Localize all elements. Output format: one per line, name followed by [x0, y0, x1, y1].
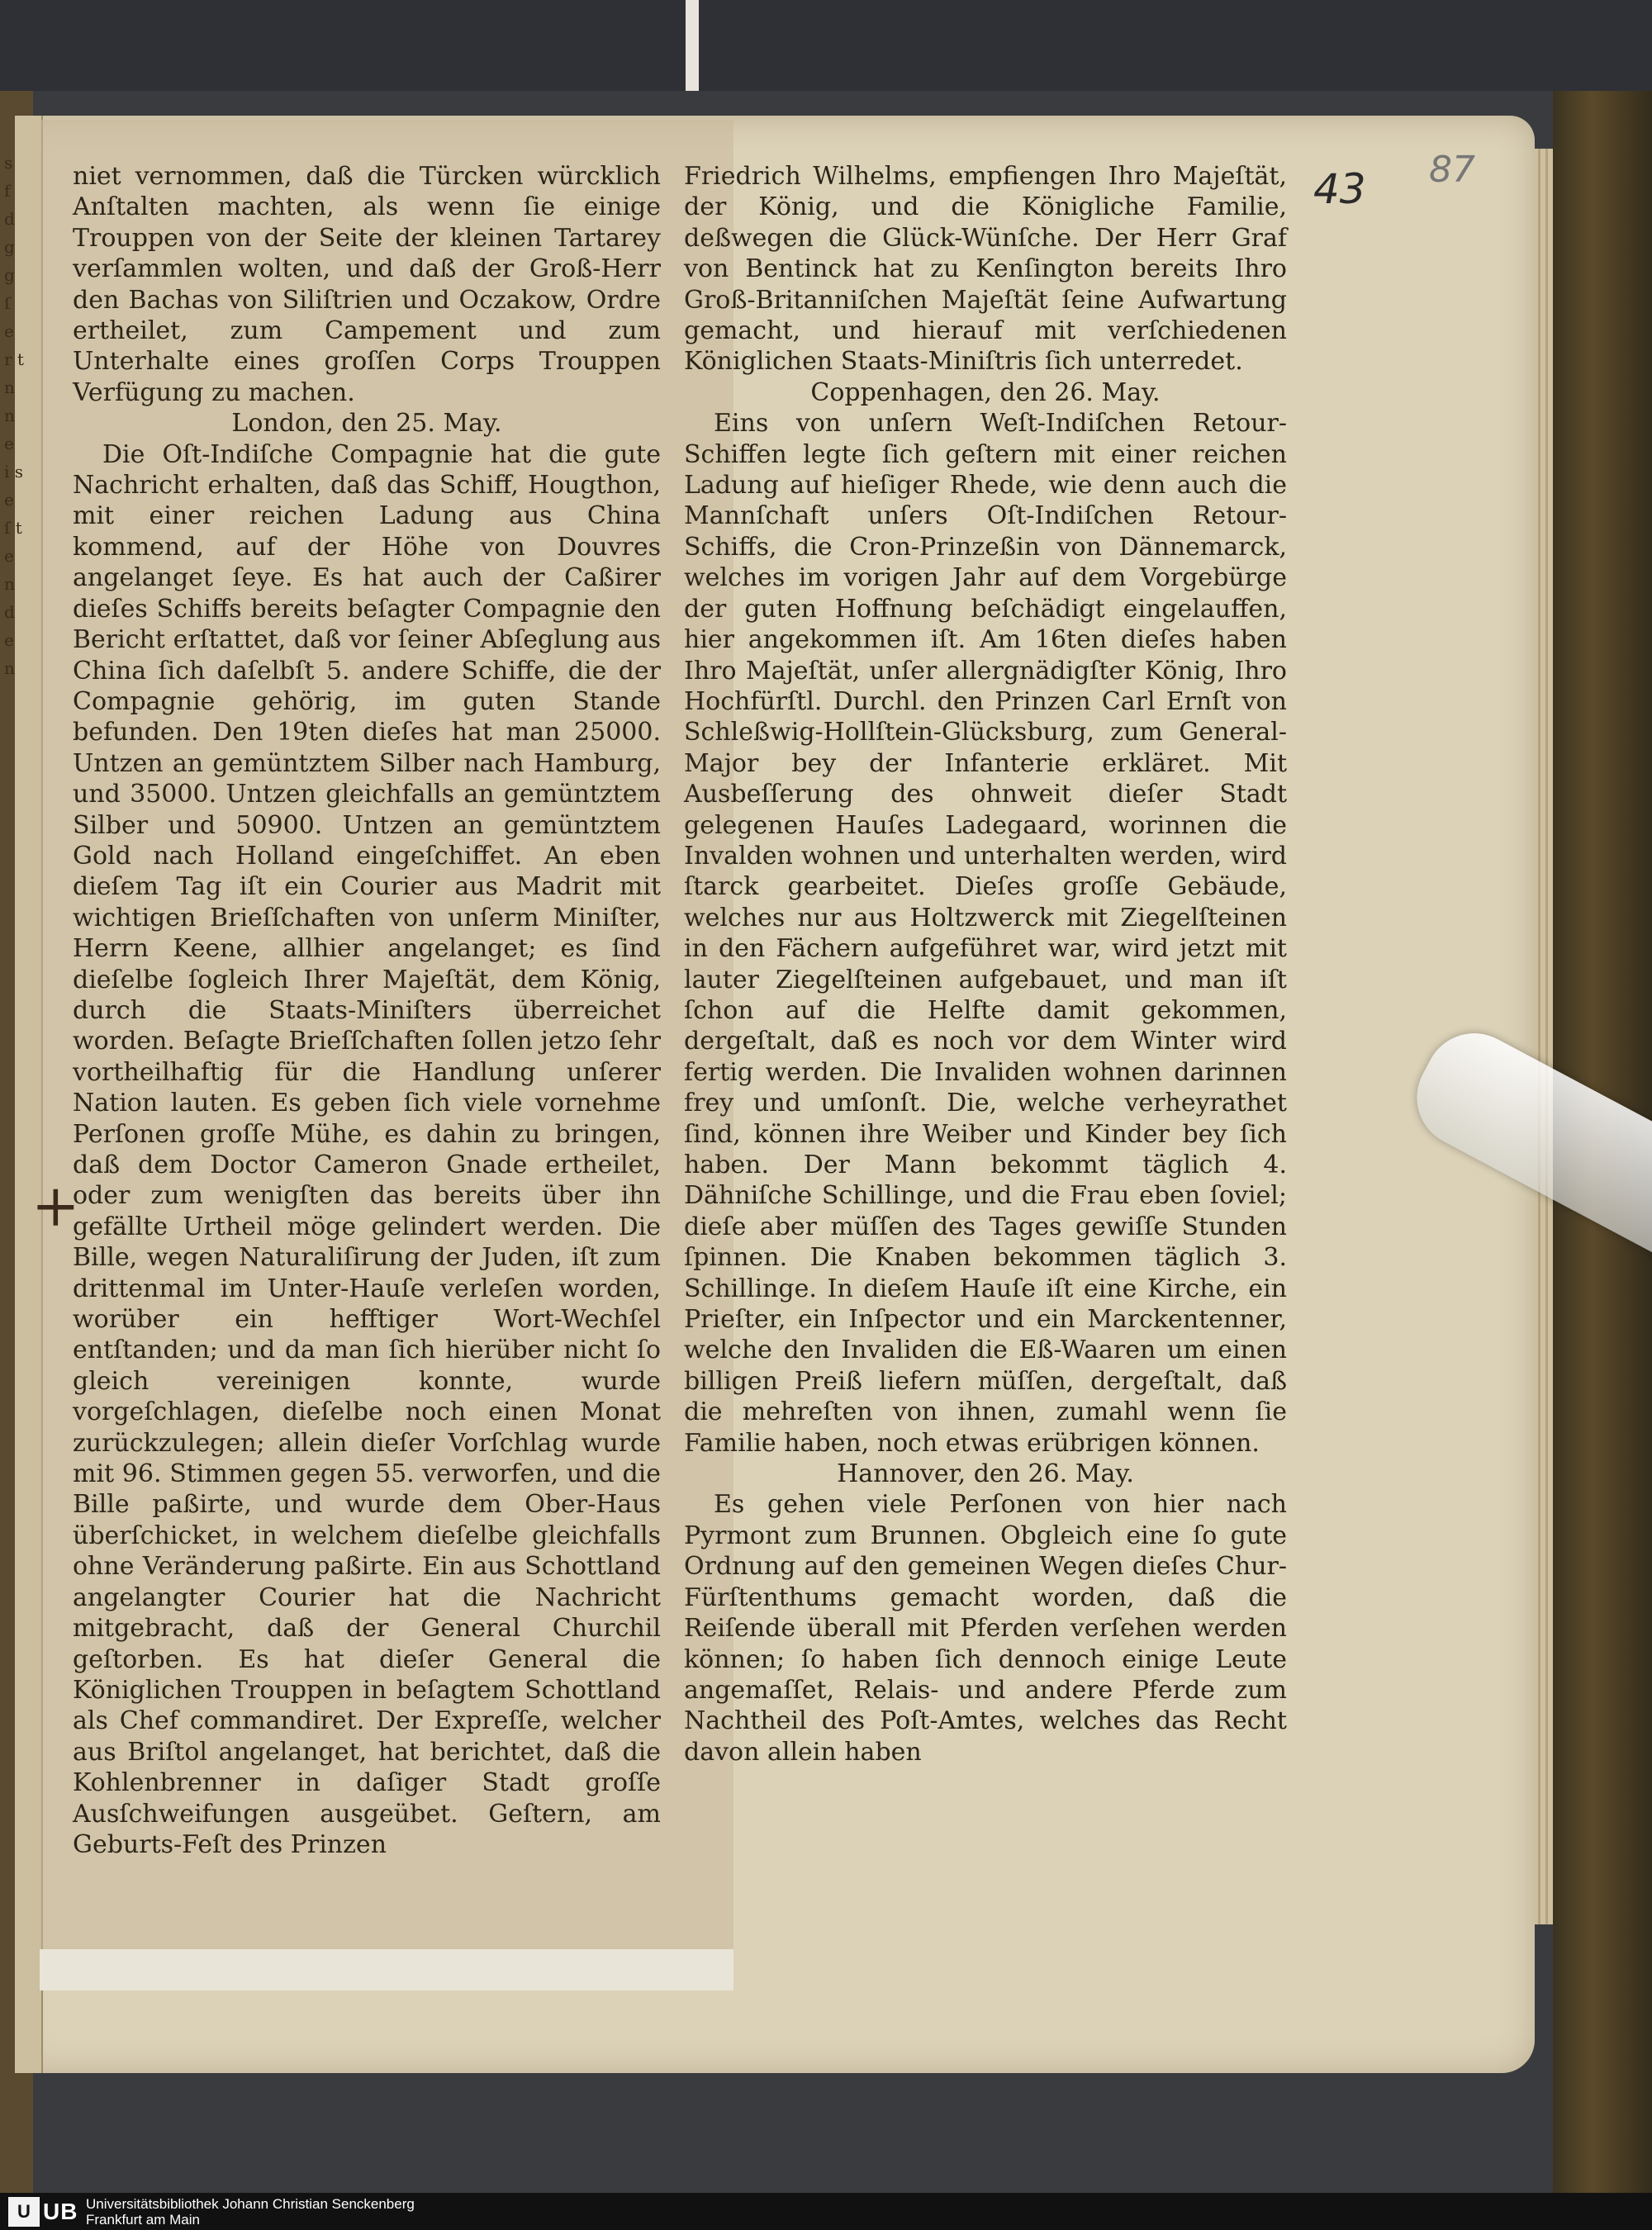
library-logo-icon: U: [8, 2197, 40, 2227]
right-column: [684, 161, 1287, 1767]
left-column: [73, 161, 661, 1860]
handwritten-cross-mark: +: [31, 1172, 80, 1240]
hannover-body: Es gehen viele Perſonen von hier nach Pyrmont zum Brunnen. Obgleich eine ſo gute Ordnung auf den gemeinen Wegen dieſes Chur-Fürſtenthums gemacht worden, daß die Reiſende überall mit Pferden verſehen werden können; ſo haben ſich dennoch einige Leute angemaſſet, Relais- und andere Pferde zum Nachtheil des Poſt-Amtes, welches das Recht davon allein haben: [684, 1490, 1287, 1767]
page-number: 43: [1313, 165, 1366, 213]
library-footer: [0, 2193, 1652, 2230]
dateline-copenhagen: Coppenhagen, den 26. May.: [810, 377, 1161, 407]
library-name: Universitätsbibliothek Johann Christian Senckenberg: [86, 2196, 415, 2212]
dateline-hannover: Hannover, den 26. May.: [837, 1459, 1134, 1489]
copenhagen-body: Eins von unſern Weſt-Indiſchen Retour-Schiffen legte ſich geſtern mit einer reichen Ladung auf hieſiger Rhede, wie denn auch die Mannſchaft unſers Oſt-Indiſchen Retour-Schiffs, die Cron-Prinzeßin von Dännemarck, welches im vorigen Jahr auf dem Vorgebürge der guten Hoffnung beſchädigt eingelauffen, hier angekommen iſt. Am 16ten dieſes haben Ihro Majeſtät, unſer allergnädigſter König, Ihro Hochfürſtl. Durchl. den Prinzen Carl Ernſt von Schleßwig-Hollſtein-Glücksburg, zum General-Major bey der Infanterie erkläret. Mit Ausbeſſerung des ohnweit dieſer Stadt gelegenen Hauſes Ladegaard, worinnen die Invalden wohnen und unterhalten werden, wird ſtarck gearbeitet. Dieſes groſſe Gebäude, welches nur aus Holtzwerck mit Ziegelſteinen in den Fächern aufgeführet war, wird jetzt mit lauter Ziegelſteinen aufgebauet, und man iſt ſchon auf die Helfte damit gekommen, dergeſtalt, daß es noch vor dem Winter wird fertig werden. Die Invaliden wohnen darinnen frey und umſonſt. Die, welche verheyrathet ſind, können ihre Weiber und Kinder bey ſich haben. Der Mann bekommt täglich 4. Dähniſche Schillinge, und die Frau eben ſoviel; dieſe aber müſſen des Tages gewiſſe Stunden ſpinnen. Die Knaben bekommen täglich 3. Schillinge. In dieſem Hauſe iſt eine Kirche, ein Prieſter, ein Inſpector und ein Marckentenner, welche den Invaliden die Eß-Waaren um einen billigen Preiß liefern müſſen, dergeſtalt, daß die mehreſten von ihnen, zumahl wenn ſie Familie haben, noch etwas erübrigen können.: [684, 409, 1287, 1458]
library-logo-text: UB: [43, 2199, 78, 2224]
library-city: Frankfurt am Main: [86, 2212, 200, 2228]
clipping-bottom-strip: [40, 1949, 733, 1990]
binding-margin-text: s f d g g ſ e r t n n e i s e ſ t e n d e n: [4, 153, 24, 678]
archive-number: 87: [1429, 149, 1475, 191]
background-page-edge: [686, 0, 699, 91]
dateline-london: London, den 25. May.: [231, 409, 502, 439]
background-top: [0, 0, 1652, 91]
right-continuation: Friedrich Wilhelms, empfiengen Ihro Majeſtät, der König, und die Königliche Familie, deßwegen die Glück-Wünſche. Der Herr Graf von Bentinck hat zu Kenſington bereits Ihro Groß-Britanniſchen Majeſtät ſeine Aufwartung gemacht, und hierauf mit verſchiedenen Königlichen Staats-Miniſtris ſich unterredet.: [684, 162, 1287, 377]
left-body: Die Oſt-Indiſche Compagnie hat die gute Nachricht erhalten, daß das Schiff, Hougthon, mit einer reichen Ladung aus China kommend, auf der Höhe von Douvres angelanget ſeye. Es hat auch der Caßirer dieſes Schiffs bereits beſagter Compagnie den Bericht erſtattet, daß vor ſeiner Abſeglung aus China ſich daſelbſt 5. andere Schiffe, die der Compagnie gehörig, im guten Stande befunden. Den 19ten dieſes hat man 25000. Untzen an gemüntztem Silber nach Hamburg, und 35000. Untzen gleichfalls an gemüntztem Silber und 50900. Untzen an gemüntztem Gold nach Holland eingeſchiffet. An eben dieſem Tag iſt ein Courier aus Madrit mit wichtigen Brieſſchaften von unſerm Miniſter, Herrn Keene, allhier angelanget; es ſind dieſelbe ſogleich Ihrer Majeſtät, dem König, durch die Staats-Miniſters überreichet worden. Beſagte Brieſſchaften ſollen jetzo ſehr vortheilhaftig für die Handlung unſerer Nation lauten. Es geben ſich viele vornehme Perſonen groſſe Mühe, es dahin zu bringen, daß dem Doctor Cameron Gnade ertheilet, oder zum wenigſten das bereits über ihn gefällte Urtheil möge gelindert werden. Die Bille, wegen Naturaliſirung der Juden, iſt zum drittenmal im Unter-Hauſe verleſen worden, worüber ein hefftiger Wort-Wechſel entſtanden; und da man ſich hierüber nicht ſo gleich vereinigen konnte, wurde vorgeſchlagen, dieſelbe noch einen Monat zurückzulegen; allein dieſer Vorſchlag wurde mit 96. Stimmen gegen 55. verworfen, und die Bille paßirte, und wurde dem Ober-Haus überſchicket, in welchem dieſelbe gleichfalls ohne Veränderung paßirte. Ein aus Schottland angelangter Courier hat die Nachricht mitgebracht, daß der General Churchil geſtorben. Es hat dieſer General die Königlichen Trouppen in beſagtem Schottland als Chef commandiret. Der Expreſſe, welcher aus Briſtol angelanget, hat berichtet, daß die Kohlenbrenner in daſiger Stadt groſſe Ausſchweifungen ausgeübet. Geſtern, am Geburts-Feſt des Prinzen: [73, 439, 661, 1859]
left-continuation: niet vernommen, daß die Türcken würcklich Anſtalten machten, als wenn ſie einige Trouppen von der Seite der kleinen Tartarey verſammlen wolten, und daß der Groß-Herr den Bachas von Siliſtrien und Oczakow, Ordre ertheilet, zum Campement und zum Unterhalte eines groſſen Corps Trouppen Verfügung zu machen.: [73, 162, 661, 407]
